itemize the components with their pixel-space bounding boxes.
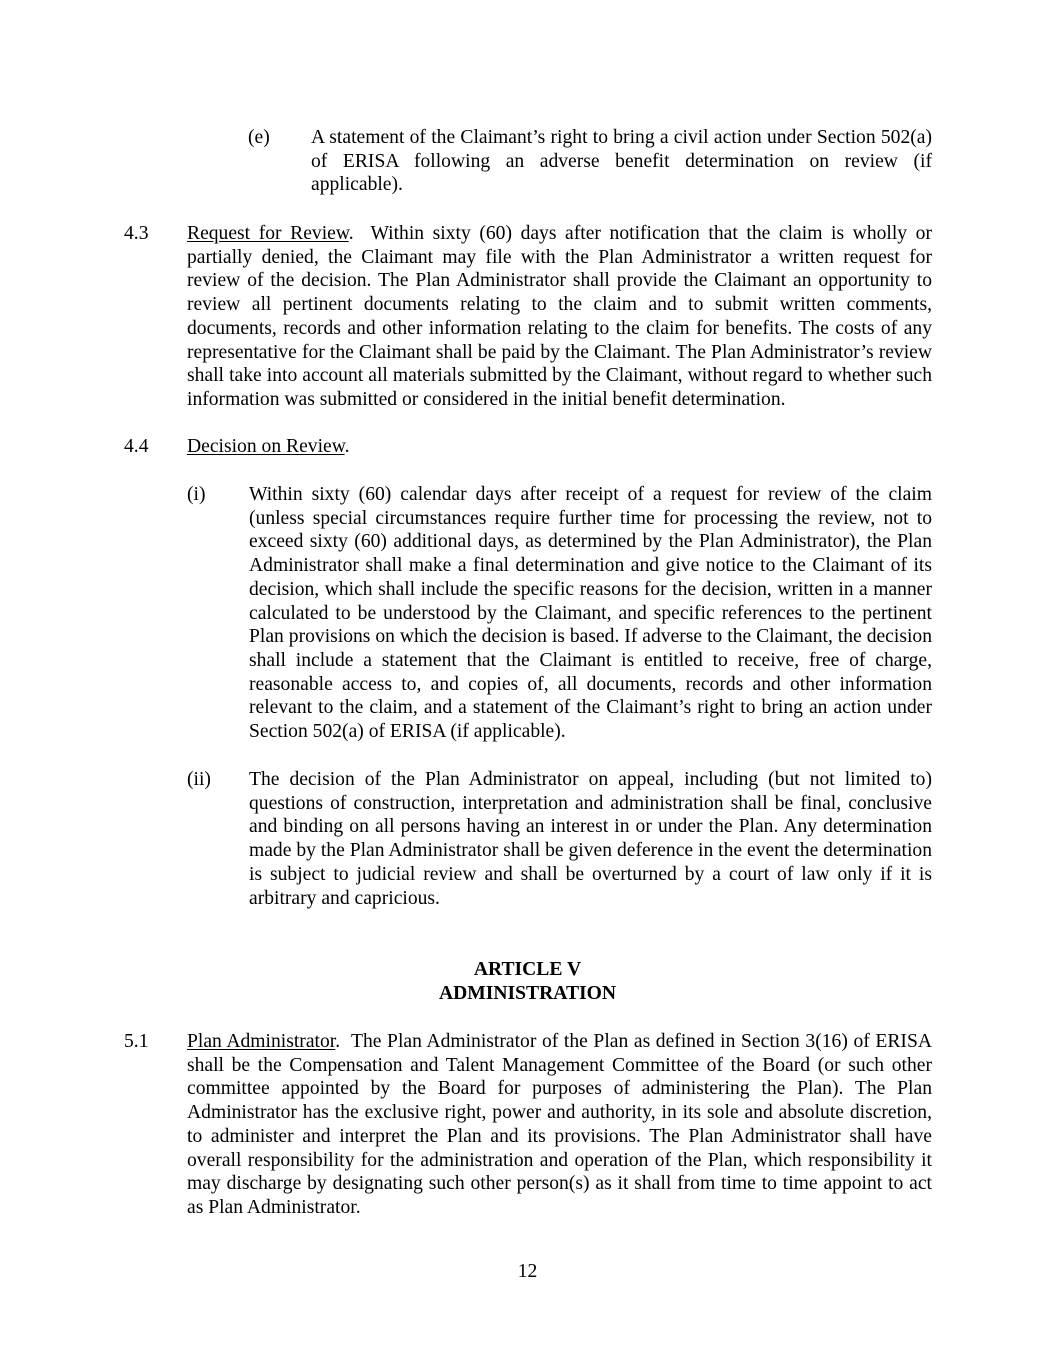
section-4-3-title: Request for Review: [187, 223, 349, 244]
section-4-4-title: Decision on Review: [187, 436, 345, 457]
article-number-heading: ARTICLE V: [473, 959, 582, 980]
section-4-3-text: Within sixty (60) days after notification that the claim is wholly or partially denied, the Claimant may file with the Plan Administrator a written request for review of the decision. The Plan Administrator shall provide the Claimant an opportunity to review all pertinent documents relating to the claim and to submit written comments, documents, records and other information relating to the claim for benefits. The costs of any representative for the Claimant shall be paid by the Claimant. The Plan Administrator’s review shall take into account all materials submitted by the Claimant, without regard to whether such information was submitted or considered in the initial benefit determination.: [187, 223, 932, 410]
section-4-4-item-ii-label: (ii): [187, 769, 211, 790]
section-5-1-title-period: .: [335, 1031, 351, 1052]
article-title-heading: ADMINISTRATION: [438, 983, 617, 1004]
item-e-label: (e): [248, 127, 270, 148]
section-4-4-item-i-text: Within sixty (60) calendar days after receipt of a request for review of the claim (unless special circumstances require further time for processing the review, not to exceed sixty (60) additional days, as determined by the Plan Administrator), the Plan Administrator shall make a final determination and give notice to the Claimant of its decision, which shall include the specific reasons for the decision, written in a manner calculated to be understood by the Claimant, and specific references to the pertinent Plan provisions on which the decision is based. If adverse to the Claimant, the decision shall include a statement that the Claimant is entitled to receive, free of charge, reasonable access to, and copies of, all documents, records and other information relevant to the claim, and a statement of the Claimant’s right to bring an action under Section 502(a) of ERISA (if applicable).: [249, 484, 932, 743]
section-4-4-item-i-label: (i): [187, 484, 206, 505]
section-5-1-paragraph: [187, 1030, 932, 1220]
item-e-text: A statement of the Claimant’s right to bring a civil action under Section 502(a) of ERISA following an adverse benefit determination on review (if applicable).: [311, 127, 932, 196]
section-4-4-title-period: .: [344, 436, 350, 457]
section-5-1-text: The Plan Administrator of the Plan as defined in Section 3(16) of ERISA shall be the Compensation and Talent Management Committee of the Board (or such other committee appointed by the Board for purposes of administering the Plan). The Plan Administrator has the exclusive right, power and authority, in its sole and absolute discretion, to administer and interpret the Plan and its provisions. The Plan Administrator shall have overall responsibility for the administration and operation of the Plan, which responsibility it may discharge by designating such other person(s) as it shall from time to time appoint to act as Plan Administrator.: [187, 1031, 932, 1218]
section-4-3-title-period: .: [348, 223, 371, 244]
section-5-1-number: 5.1: [124, 1031, 149, 1052]
section-4-4-heading: [187, 435, 932, 459]
section-5-1-title: Plan Administrator: [187, 1031, 336, 1052]
section-4-4-number: 4.4: [124, 436, 149, 457]
page-number: 12: [517, 1261, 538, 1282]
section-4-4-item-ii-text: The decision of the Plan Administrator on appeal, including (but not limited to) questions of construction, interpretation and administration shall be final, conclusive and binding on all persons having an interest in or under the Plan. Any determination made by the Plan Administrator shall be given deference in the event the determination is subject to judicial review and shall be overturned by a court of law only if it is arbitrary and capricious.: [249, 769, 932, 909]
section-4-3-number: 4.3: [124, 223, 149, 244]
section-4-3-paragraph: [187, 222, 932, 412]
